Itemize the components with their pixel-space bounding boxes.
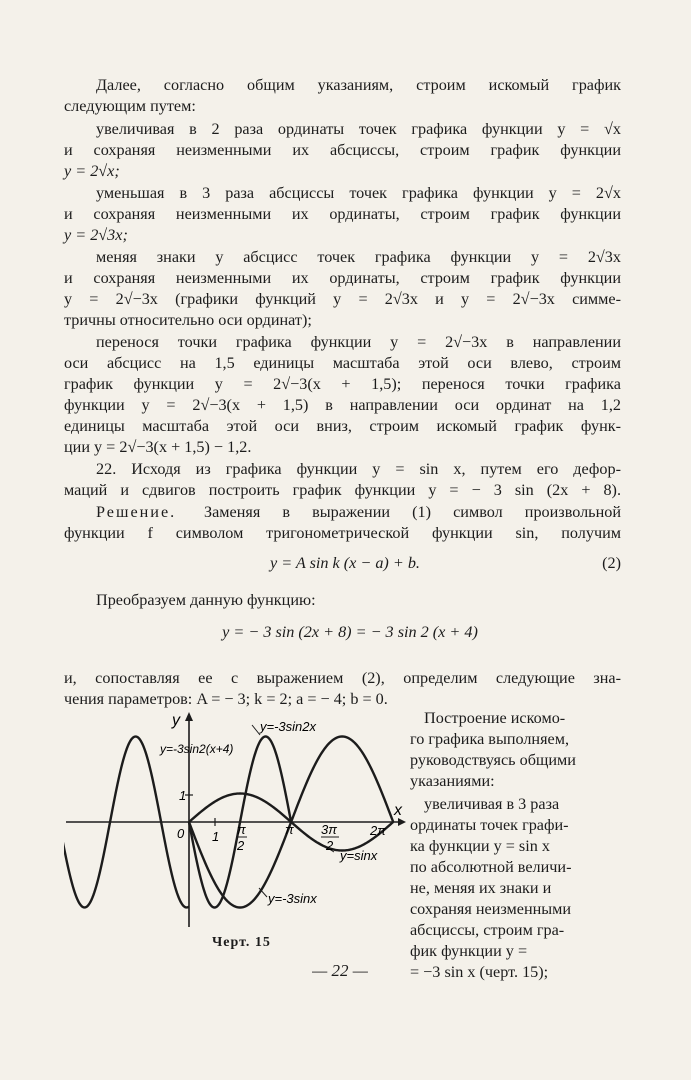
right-column-line: увеличивая в 3 раза <box>424 795 560 813</box>
y-axis-arrow-icon <box>185 712 193 721</box>
paragraph-line: график функции y = 2√−3(x + 1,5); перенося точки графика <box>64 375 621 393</box>
solution-label: Решение. <box>96 503 177 521</box>
curve-label: y=-3sin2(x+4) <box>160 742 234 756</box>
right-column-line: ординаты точек графи- <box>410 816 569 834</box>
right-column-line: по абсолютной величи- <box>410 858 572 876</box>
formula-line: y = 2√x; <box>64 162 120 180</box>
page-number: — 22 — <box>312 961 368 980</box>
x-axis-label: x <box>394 802 402 819</box>
right-column-line: абсциссы, строим гра- <box>410 921 565 939</box>
paragraph-line: Далее, согласно общим указаниям, строим искомый график <box>96 76 621 94</box>
right-column-line: фик функции y = <box>410 942 528 960</box>
paragraph-line: функции f символом тригонометрической функции sin, получим <box>64 524 621 542</box>
paragraph-line: Преобразуем данную функцию: <box>96 591 316 609</box>
tick-label: π <box>237 822 246 837</box>
paragraph-line: ции y = 2√−3(x + 1,5) − 1,2. <box>64 438 252 456</box>
leader-line <box>252 725 260 735</box>
paragraph-line: и, сопоставляя ее с выражением (2), определим следующие зна- <box>64 669 621 687</box>
paragraph-line: оси абсцисс на 1,5 единицы масштаба этой оси влево, строим <box>64 354 621 372</box>
right-column-line: го графика выполняем, <box>410 730 570 748</box>
tick-label: 2 <box>237 838 245 853</box>
figure-15 <box>64 705 414 975</box>
x-axis-arrow-icon <box>398 818 406 826</box>
curve-label: y=-3sinx <box>268 891 317 906</box>
right-column-line: = −3 sin x (черт. 15); <box>410 963 549 981</box>
paragraph-line: следующим путем: <box>64 97 196 115</box>
right-column-line: Построение искомо- <box>424 709 566 727</box>
paragraph-line: и сохраняя неизменными их ординаты, строим график функции <box>64 269 621 287</box>
problem-statement-line: маций и сдвигов построить график функции y = − 3 sin (2x + 8). <box>64 481 621 499</box>
y-unit-label: 1 <box>179 788 187 803</box>
formula-2: y = A sin k (x − a) + b. <box>270 554 420 572</box>
paragraph-line: Заменяя в выражении (1) символ произвольной <box>204 503 621 521</box>
tick-label: π <box>285 822 294 837</box>
paragraph-line: перенося точки графика функции y = 2√−3x в направлении <box>96 333 621 351</box>
right-column-line: не, меняя их знаки и <box>410 879 552 897</box>
formula-line: y = 2√3x; <box>64 226 128 244</box>
curve-label: y=-3sin2x <box>260 719 316 734</box>
paragraph-line: чения параметров: A = − 3; k = 2; a = − 4; b = 0. <box>64 690 388 708</box>
tick-label: 2π <box>370 823 386 838</box>
paragraph-line: y = 2√−3x (графики функций y = 2√3x и y = 2√−3x симме- <box>64 290 621 308</box>
paragraph-line: тричны относительно оси ординат); <box>64 311 312 329</box>
origin-label: 0 <box>177 826 185 841</box>
paragraph-line: меняя знаки у абсцисс точек графика функции y = 2√3x <box>96 248 621 266</box>
right-column-line: сохраняя неизменными <box>410 900 572 918</box>
right-column-line: ка функции y = sin x <box>410 837 550 855</box>
paragraph-line: и сохраняя неизменными их ординаты, строим график функции <box>64 205 621 223</box>
right-column-line: руководствуясь общими <box>410 751 576 769</box>
x-unit-label: 1 <box>212 829 220 844</box>
tick-label: 2 <box>326 838 334 853</box>
problem-statement-line: 22. Исходя из графика функции y = sin x, путем его дефор- <box>96 460 621 478</box>
paragraph-line: уменьшая в 3 раза абсциссы точек графика функции y = 2√x <box>96 184 621 202</box>
right-column-line: указаниями: <box>410 772 495 790</box>
paragraph-line: увеличивая в 2 раза ординаты точек графика функции y = √x <box>96 120 621 138</box>
paragraph-line: функции y = 2√−3(x + 1,5) в направлении оси ординат на 1,2 <box>64 396 621 414</box>
paragraph-line: единицы масштаба этой оси вниз, строим искомый график функ- <box>64 417 621 435</box>
formula-3: y = − 3 sin (2x + 8) = − 3 sin 2 (x + 4) <box>222 623 478 641</box>
formula-number: (2) <box>602 554 621 572</box>
y-axis-label: y <box>172 712 180 729</box>
paragraph-line: и сохраняя неизменными их абсциссы, строим график функции <box>64 141 621 159</box>
curve-label: y=sinx <box>340 848 378 863</box>
figure-caption: Черт. 15 <box>212 935 271 950</box>
tick-label: 3π <box>321 822 337 837</box>
